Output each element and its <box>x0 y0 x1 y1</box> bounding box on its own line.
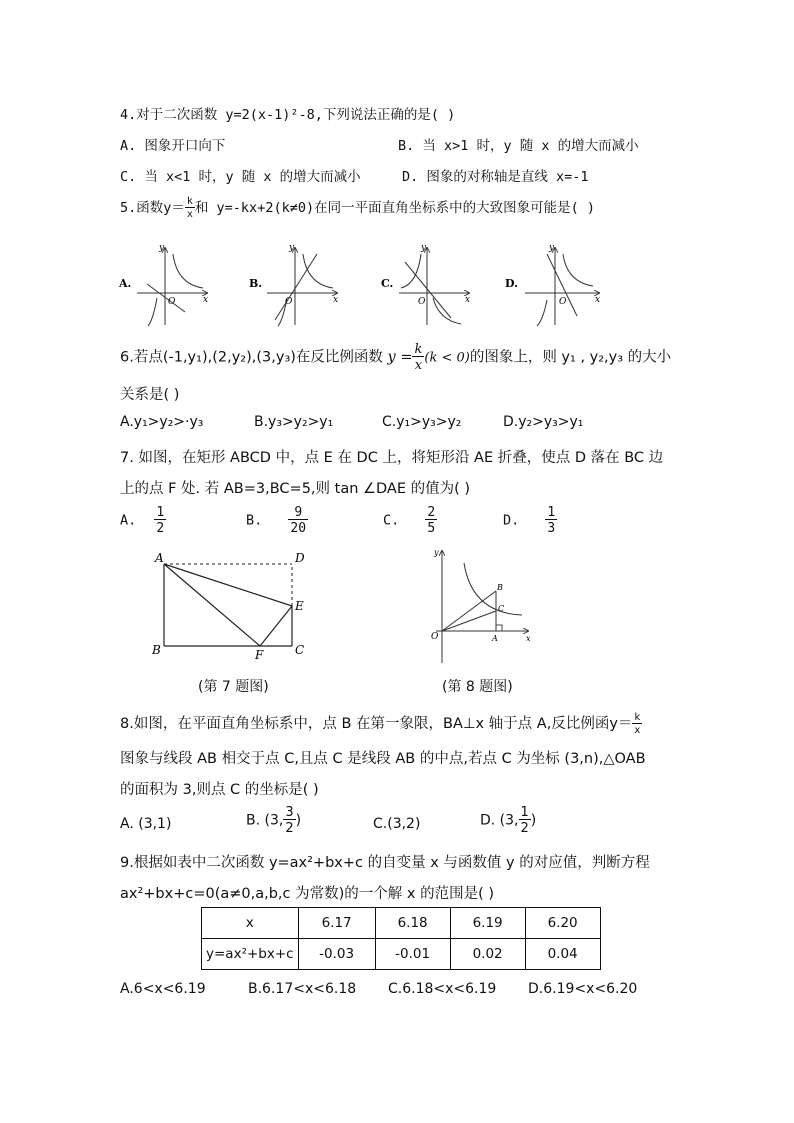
q5-graph-d[interactable] <box>505 243 600 326</box>
frac-den: 3 <box>547 521 556 536</box>
q6-option-c[interactable]: C.y₁>y₃>y₂ <box>382 414 462 430</box>
q9-line1: 9.根据如表中二次函数 y=ax²+bx+c 的自变量 x 与函数值 y 的对应值，判断方程 <box>120 855 650 871</box>
q8-option-c[interactable]: C.(3,2) <box>373 816 421 832</box>
q6-prefix: 6.若点(-1,y₁),(2,y₂),(3,y₃)在反比例函数 <box>120 349 383 366</box>
q7-option-b-frac <box>288 506 308 535</box>
segment-af <box>164 564 260 646</box>
point-c-label: C <box>498 604 505 613</box>
segment-ob <box>442 591 496 631</box>
table-cell: x <box>202 908 299 939</box>
line-graph <box>275 254 317 320</box>
q6-option-b[interactable]: B.y₃>y₂>y₁ <box>254 414 334 430</box>
hyperbola-branch <box>401 254 421 288</box>
frac-num: 1 <box>547 505 556 520</box>
point-a-label: A <box>492 634 498 643</box>
frac-num: 1 <box>156 505 165 520</box>
q8-option-b-frac <box>283 806 295 835</box>
q7-option-d-frac <box>545 506 557 535</box>
q5-graph-b-label: B. <box>249 277 263 290</box>
table-cell: 6.17 <box>298 908 375 939</box>
q7-option-a-frac <box>154 506 166 535</box>
hyperbola <box>464 563 522 615</box>
point-f-label: F <box>255 648 264 662</box>
q6-frac-den: x <box>412 356 424 372</box>
frac-den: 2 <box>520 821 529 836</box>
table-cell: 6.19 <box>450 908 525 939</box>
q6-fraction <box>412 343 424 372</box>
q9-option-b[interactable]: B.6.17<x<6.18 <box>248 981 357 997</box>
q9-line2: ax²+bx+c=0(a≠0,a,b,c 为常数)的一个解 x 的范围是( ) <box>120 886 495 902</box>
q7-line2: 上的点 F 处. 若 AB=3,BC=5,则 tan ∠DAE 的值为( ) <box>120 481 471 497</box>
q8-option-d-post: ) <box>530 812 537 829</box>
q5-prefix: 5.函数y＝ <box>120 200 185 216</box>
point-c-label: C <box>295 643 305 657</box>
hyperbola-branch <box>148 298 157 326</box>
axis-y-label: y <box>549 243 555 253</box>
q9-option-a[interactable]: A.6<x<6.19 <box>120 981 206 997</box>
frac-num: 2 <box>427 505 436 520</box>
q5-graph-c[interactable] <box>381 243 470 325</box>
axis-y-label: y <box>434 548 439 557</box>
q7-option-c[interactable] <box>383 506 437 535</box>
frac-den: 5 <box>427 521 436 536</box>
frac-den: 2 <box>156 521 165 536</box>
frac-num: 9 <box>294 505 303 520</box>
right-angle-mark <box>496 625 502 631</box>
point-e-label: E <box>295 599 304 613</box>
q8-caption: (第 8 题图) <box>442 679 513 695</box>
q7-option-a-label: A. <box>120 512 137 529</box>
q8-frac-den: x <box>634 724 641 736</box>
q5-fraction <box>185 197 195 220</box>
q7-caption: (第 7 题图) <box>198 679 269 695</box>
table-cell: 6.20 <box>525 908 600 939</box>
q7-option-b-label: B. <box>246 512 263 529</box>
q5-graph-a-label: A. <box>119 277 132 290</box>
table-cell: -0.03 <box>298 939 375 970</box>
origin-label: O <box>418 297 426 307</box>
q8-frac-num: k <box>634 711 641 723</box>
axis-x-label: x <box>526 634 531 643</box>
q6-option-d[interactable]: D.y₂>y₃>y₁ <box>503 414 584 430</box>
q5-graph-d-label: D. <box>505 277 518 290</box>
q6-frac-num: k <box>414 342 423 357</box>
origin-label: O <box>431 632 439 642</box>
segment-fe <box>260 606 292 646</box>
q5-graph-c-label: C. <box>381 277 394 290</box>
q9-option-d[interactable]: D.6.19<x<6.20 <box>528 981 638 997</box>
q5-stem <box>120 196 595 220</box>
table-cell: 0.02 <box>450 939 525 970</box>
hyperbola-branch <box>537 300 547 326</box>
frac-num: 1 <box>520 805 529 820</box>
q5-suffix: 和 y=-kx+2(k≠0)在同一平面直角坐标系中的大致图象可能是( ) <box>194 200 595 216</box>
table-cell: y=ax²+bx+c <box>202 939 299 970</box>
origin-label: O <box>285 297 293 307</box>
origin-label: O <box>168 297 176 307</box>
table-cell: 0.04 <box>525 939 600 970</box>
q8-option-b[interactable] <box>246 806 301 835</box>
q5-graphs <box>115 240 615 330</box>
q8-option-d-frac <box>519 806 531 835</box>
axis-y-label: y <box>289 243 295 253</box>
q7-option-b[interactable] <box>246 506 308 535</box>
q7-option-c-frac <box>425 506 437 535</box>
q6-func-y: y = <box>387 349 413 366</box>
axis-y-label: y <box>421 243 427 253</box>
table-cell: -0.01 <box>375 939 450 970</box>
frac-den: 20 <box>290 521 307 536</box>
axis-x-label: x <box>595 295 601 305</box>
line-graph <box>147 284 185 312</box>
segment-ae <box>164 564 292 606</box>
table-row <box>202 908 601 939</box>
q6-cond: (k < 0) <box>424 350 470 366</box>
axis-x-label: x <box>333 295 339 305</box>
point-a-label: A <box>155 551 164 565</box>
segment-oc <box>442 611 496 631</box>
q7-line1: 7. 如图，在矩形 ABCD 中，点 E 在 DC 上，将矩形沿 AE 折叠，使点 D 落在 BC 边 <box>120 450 664 466</box>
origin-label: O <box>559 297 567 307</box>
q9-option-c[interactable]: C.6.18<x<6.19 <box>388 981 497 997</box>
table-row <box>202 939 601 970</box>
q5-graph-a[interactable] <box>118 243 208 326</box>
q8-option-b-post: ) <box>295 812 302 829</box>
frac-den: 2 <box>285 821 294 836</box>
q8-option-d-pre: D. (3, <box>480 812 519 829</box>
point-b-label: B <box>152 643 161 657</box>
q6-stem <box>120 343 671 372</box>
q4-option-c[interactable]: C. 当 x<1 时，y 随 x 的增大而减小 <box>120 169 361 185</box>
q7-option-a[interactable] <box>120 506 166 535</box>
table-cell: 6.18 <box>375 908 450 939</box>
q7-option-d-label: D. <box>503 512 520 529</box>
axis-y-label: y <box>159 243 165 253</box>
q5-frac-den: x <box>186 208 193 220</box>
q8-line2: 图象与线段 AB 相交于点 C,且点 C 是线段 AB 的中点,若点 C 为坐标 (3,n),△OAB <box>120 751 646 767</box>
q5-frac-num: k <box>186 195 193 207</box>
axis-x-label: x <box>203 295 209 305</box>
q8-option-d[interactable] <box>480 806 536 835</box>
q6-suffix: 的图象上，则 y₁ , y₂,y₃ 的大小 <box>469 349 672 366</box>
q7-figure <box>146 546 316 664</box>
hyperbola-branch <box>303 254 333 288</box>
q8-figure <box>422 545 542 667</box>
hyperbola-branch <box>173 254 203 288</box>
hyperbola-branch <box>563 254 593 286</box>
q8-line1-prefix: 8.如图，在平面直角坐标系中，点 B 在第一象限，BA⊥x 轴于点 A,反比例函y＝ <box>120 716 633 732</box>
axis-x-label: x <box>465 295 471 305</box>
q7-option-c-label: C. <box>383 512 400 529</box>
frac-num: 3 <box>285 805 294 820</box>
q7-option-d[interactable] <box>503 506 557 535</box>
q8-fraction <box>632 713 642 736</box>
line-graph <box>405 262 451 318</box>
point-b-label: B <box>497 583 503 592</box>
q4-option-d[interactable]: D. 图象的对称轴是直线 x=-1 <box>402 169 589 185</box>
q5-graph-b[interactable] <box>249 243 338 326</box>
q9-value-table <box>201 907 601 970</box>
q4-stem: 4.对于二次函数 y=2(x-1)²-8,下列说法正确的是( ) <box>120 107 456 123</box>
q4-option-a[interactable]: A. 图象开口向下 <box>120 138 226 154</box>
q4-option-b[interactable]: B. 当 x>1 时，y 随 x 的增大而减小 <box>398 138 639 154</box>
q6-option-a[interactable]: A.y₁>y₂>·y₃ <box>120 414 204 430</box>
q6-line2: 关系是( ) <box>120 387 180 403</box>
q8-line3: 的面积为 3,则点 C 的坐标是( ) <box>120 782 319 798</box>
q8-line1 <box>120 712 642 736</box>
q8-option-a[interactable]: A. (3,1) <box>120 816 172 832</box>
point-d-label: D <box>295 551 305 565</box>
q8-option-b-pre: B. (3, <box>246 812 284 829</box>
